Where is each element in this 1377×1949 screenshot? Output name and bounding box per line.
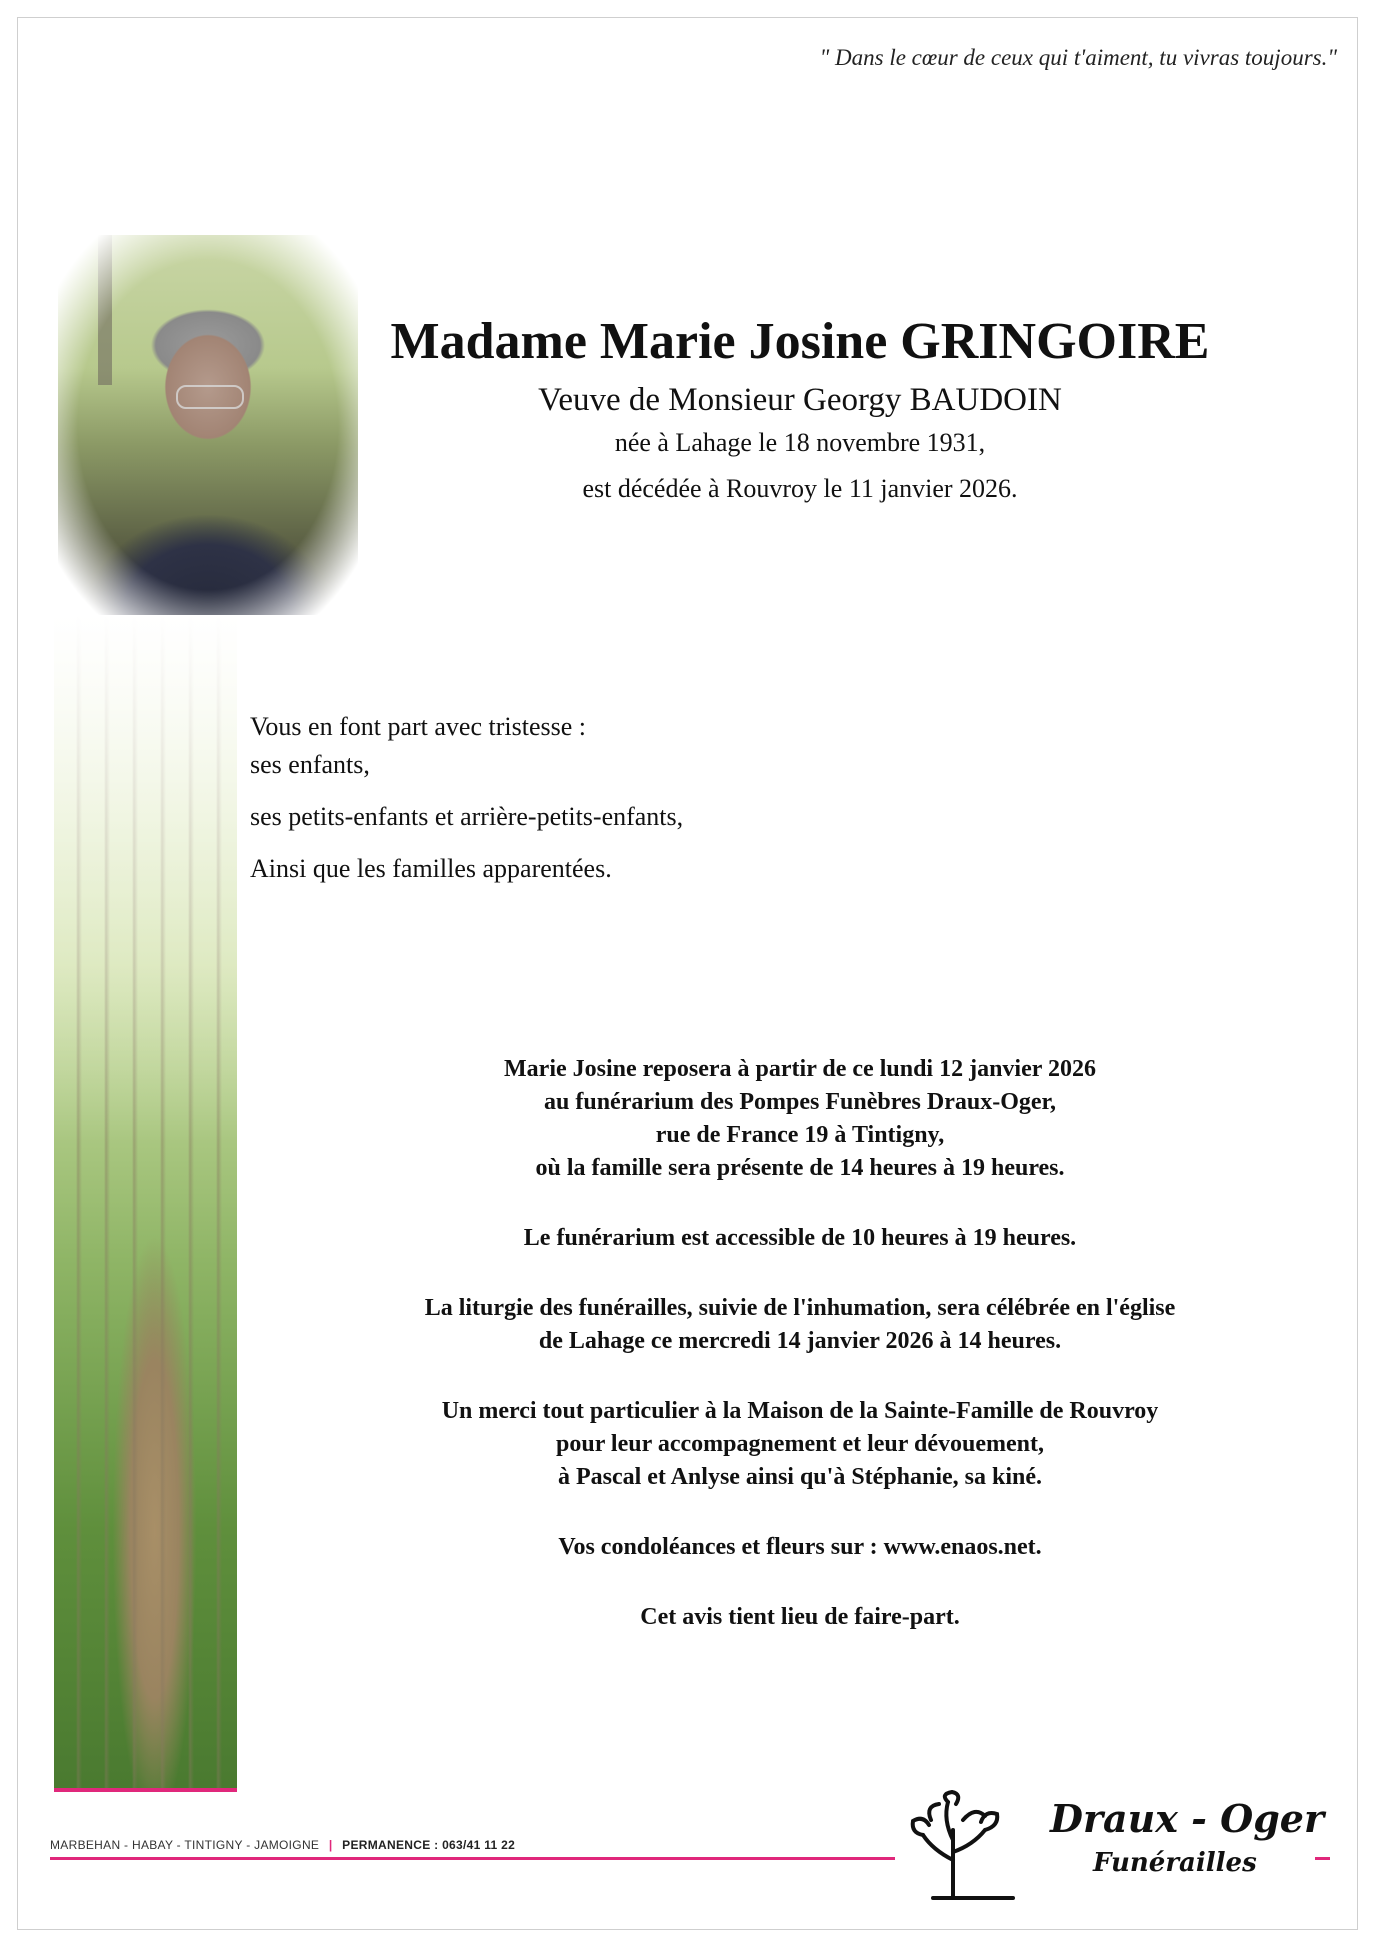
- family-announcement: [250, 712, 683, 884]
- family-line: ses petits-enfants et arrière-petits-enfants,: [250, 802, 684, 831]
- forest-path-image: [54, 615, 237, 1788]
- footer-separator: |: [328, 1838, 333, 1852]
- access-hours: Le funérarium est accessible de 10 heures à 19 heures.: [523, 1225, 1077, 1251]
- condolences-info: Vos condoléances et fleurs sur : www.enaos.net.: [558, 1534, 1042, 1560]
- widow-of: Veuve de Monsieur Georgy BAUDOIN: [538, 382, 1062, 418]
- logo-subtitle: Funérailles: [1085, 1848, 1265, 1878]
- family-line: Ainsi que les familles apparentées.: [250, 854, 612, 883]
- company-logo: [895, 1790, 1324, 1900]
- logo-brand: Draux - Oger: [1050, 1796, 1324, 1841]
- death-info: est décédée à Rouvroy le 11 janvier 2026.: [582, 474, 1018, 503]
- birth-info: née à Lahage le 18 novembre 1931,: [614, 428, 986, 457]
- family-line: ses enfants,: [250, 750, 370, 779]
- footer-permanence: PERMANENCE : 063/41 11 22: [342, 1838, 516, 1852]
- footer-contact: [50, 1838, 515, 1852]
- notice-text: Cet avis tient lieu de faire-part.: [640, 1604, 960, 1630]
- funeral-details: [250, 1053, 1350, 1671]
- portrait-photo: [58, 235, 358, 615]
- epitaph-quote: " Dans le cœur de ceux qui t'aiment, tu vivras toujours.": [819, 45, 1337, 70]
- forest-accent-line: [54, 1788, 237, 1792]
- footer-locations: MARBEHAN - HABAY - TINTIGNY - JAMOIGNE: [50, 1838, 320, 1852]
- rest-info: Marie Josine reposera à partir de ce lundi 12 janvier 2026 au funérarium des Pompes Funèbres Draux-Oger, rue de France 19 à Tintigny, où la famille sera présente de 14 heures à 19 heures.: [504, 1056, 1096, 1181]
- family-line: Vous en font part avec tristesse :: [250, 712, 586, 741]
- liturgy-info: La liturgie des funérailles, suivie de l'inhumation, sera célébrée en l'église de Lahage ce mercredi 14 janvier 2026 à 14 heures.: [424, 1295, 1176, 1354]
- thanks-message: Un merci tout particulier à la Maison de la Sainte-Famille de Rouvroy pour leur accompagnement et leur dévouement, à Pascal et Anlyse ainsi qu'à Stéphanie, sa kiné.: [441, 1398, 1159, 1490]
- tree-icon: [903, 1790, 1033, 1900]
- glasses-shape: [176, 385, 244, 409]
- deceased-name: Madame Marie Josine GRINGOIRE: [390, 313, 1210, 370]
